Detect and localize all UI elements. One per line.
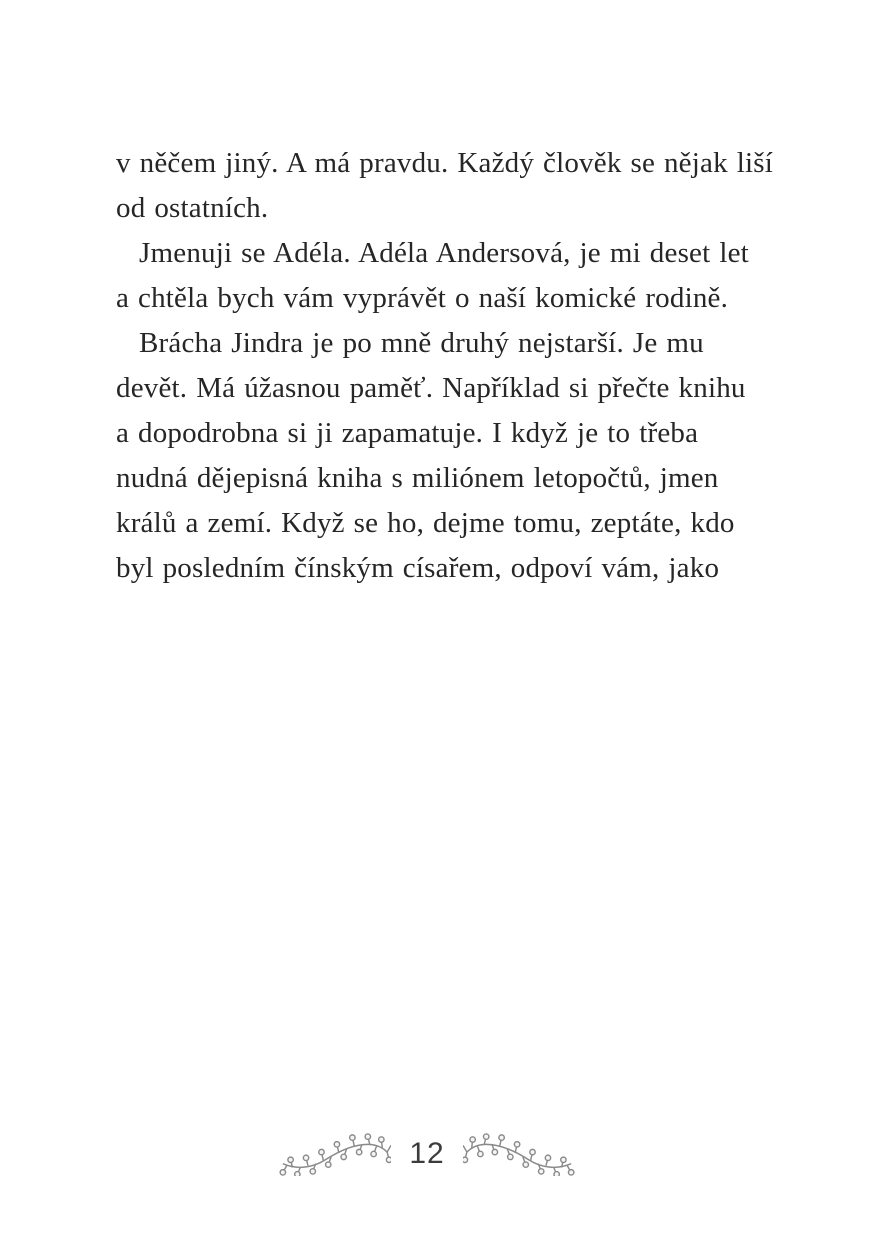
body-text xyxy=(116,141,786,591)
text-line: byl posledním čínským císařem, odpoví vám, jako xyxy=(116,552,720,584)
text-line: a dopodrobna si ji zapamatuje. I když je to třeba xyxy=(116,417,699,449)
illustration-area xyxy=(0,600,874,1100)
text-line: nudná dějepisná kniha s miliónem letopočtů, jmen xyxy=(116,462,719,494)
text-line: králů a zemí. Když se ho, dejme tomu, zeptáte, kdo xyxy=(116,507,735,539)
vine-ornament-right xyxy=(463,1132,575,1176)
text-line: v něčem jiný. A má pravdu. Každý člověk se nějak liší xyxy=(116,147,773,179)
text-line: a chtěla bych vám vyprávět o naší komické rodině. xyxy=(116,282,729,314)
vine-ornament-left xyxy=(279,1132,391,1176)
page-footer xyxy=(0,1128,864,1180)
nail-icon xyxy=(352,1232,448,1240)
text-line: devět. Má úžasnou paměť. Například si přečte knihu xyxy=(116,372,746,404)
text-line: Brácha Jindra je po mně druhý nejstarší. Je mu xyxy=(139,327,704,359)
text-line: od ostatních. xyxy=(116,192,269,224)
page-number: 12 xyxy=(409,1137,445,1170)
text-line: Jmenuji se Adéla. Adéla Andersová, je mi deset let xyxy=(139,237,749,269)
